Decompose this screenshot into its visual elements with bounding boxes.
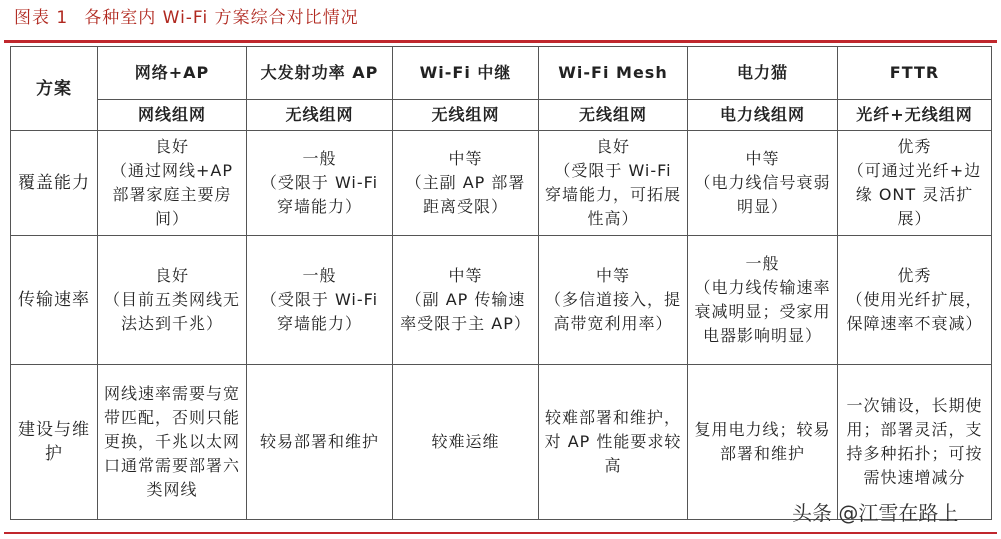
cell-coverage-powerline: 中等 （电力线信号衰弱明显）: [688, 131, 838, 236]
figure-number: 图表 1: [14, 8, 69, 28]
cell-build-ethernet-ap: 网线速率需要与宽带匹配，否则只能更换，千兆以太网口通常需要部署六类网线: [98, 365, 247, 520]
col-type-powerline: 电力线组网: [688, 100, 838, 131]
col-header-wifi-repeater: Wi-Fi 中继: [393, 47, 539, 100]
col-header-ethernet-ap: 网络+AP: [98, 47, 247, 100]
cell-speed-powerline: 一般 （电力线传输速率衰减明显；受家用电器影响明显）: [688, 236, 838, 365]
cell-coverage-fttr: 优秀 （可通过光纤+边缘 ONT 灵活扩展）: [838, 131, 992, 236]
col-type-wifi-repeater: 无线组网: [393, 100, 539, 131]
row-label-coverage: 覆盖能力: [11, 131, 98, 236]
cell-speed-wifi-mesh: 中等 （多信道接入，提高带宽利用率）: [539, 236, 688, 365]
cell-speed-fttr: 优秀 （使用光纤扩展，保障速率不衰减）: [838, 236, 992, 365]
cell-build-powerline: 复用电力线；较易部署和维护: [688, 365, 838, 520]
cell-build-high-power-ap: 较易部署和维护: [247, 365, 393, 520]
cell-build-wifi-mesh: 较难部署和维护，对 AP 性能要求较高: [539, 365, 688, 520]
header-row-names: [11, 47, 992, 100]
figure-title: 各种室内 Wi-Fi 方案综合对比情况: [84, 8, 359, 28]
cell-speed-ethernet-ap: 良好 （目前五类网线无法达到千兆）: [98, 236, 247, 365]
col-header-fttr: FTTR: [838, 47, 992, 100]
cell-build-fttr: 一次铺设，长期使用；部署灵活，支持多种拓扑；可按需快速增减分: [838, 365, 992, 520]
row-speed: [11, 236, 992, 365]
watermark: 头条 @江雪在路上: [792, 501, 959, 525]
cell-coverage-wifi-repeater: 中等 （主副 AP 部署距离受限）: [393, 131, 539, 236]
cell-coverage-wifi-mesh: 良好 （受限于 Wi-Fi 穿墙能力，可拓展性高）: [539, 131, 688, 236]
figure-caption: [6, 5, 359, 31]
col-header-high-power-ap: 大发射功率 AP: [247, 47, 393, 100]
col-header-wifi-mesh: Wi-Fi Mesh: [539, 47, 688, 100]
col-type-fttr: 光纤+无线组网: [838, 100, 992, 131]
col-header-powerline: 电力猫: [688, 47, 838, 100]
cell-speed-high-power-ap: 一般 （受限于 Wi-Fi 穿墙能力）: [247, 236, 393, 365]
col-type-high-power-ap: 无线组网: [247, 100, 393, 131]
row-coverage: [11, 131, 992, 236]
col-type-wifi-mesh: 无线组网: [539, 100, 688, 131]
cell-coverage-high-power-ap: 一般 （受限于 Wi-Fi 穿墙能力）: [247, 131, 393, 236]
cell-speed-wifi-repeater: 中等 （副 AP 传输速率受限于主 AP）: [393, 236, 539, 365]
comparison-table: [10, 46, 992, 520]
bottom-rule: [4, 532, 997, 534]
row-label-speed: 传输速率: [11, 236, 98, 365]
corner-cell: 方案: [11, 47, 98, 131]
top-rule: [4, 40, 997, 43]
col-type-ethernet-ap: 网线组网: [98, 100, 247, 131]
header-row-types: [11, 100, 992, 131]
row-label-build-maintain: 建设与维护: [11, 365, 98, 520]
cell-coverage-ethernet-ap: 良好 （通过网线+AP 部署家庭主要房间）: [98, 131, 247, 236]
cell-build-wifi-repeater: 较难运维: [393, 365, 539, 520]
